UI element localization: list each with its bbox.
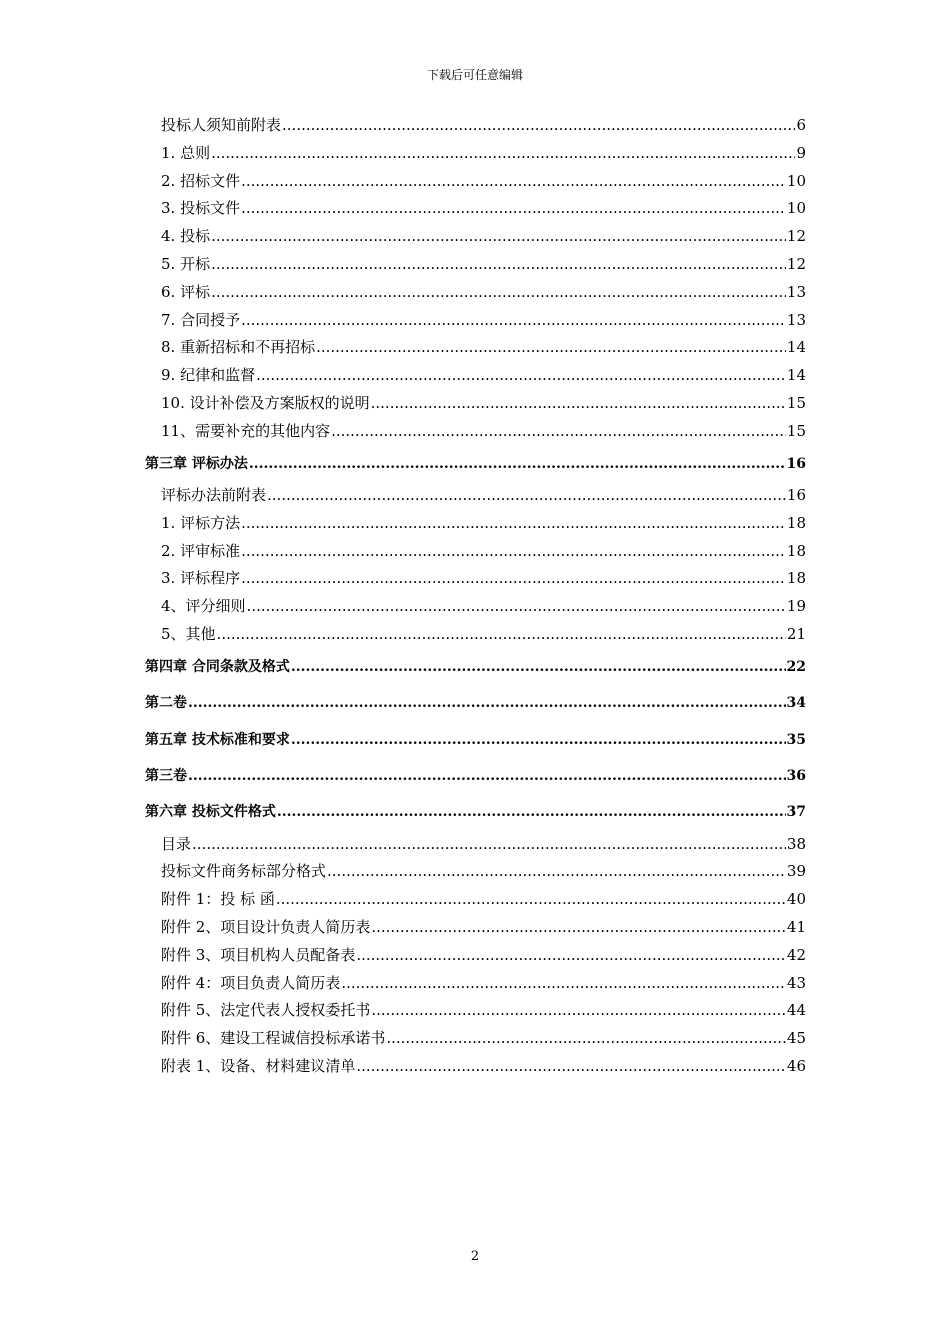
toc-chapter-entry[interactable]: [145, 649, 806, 685]
toc-entry[interactable]: [145, 195, 806, 223]
toc-entry-page: 42: [786, 945, 806, 964]
toc-entry-title: 投标文件商务标部分格式: [161, 862, 327, 881]
toc-entry-title: 附件 4：项目负责人简历表: [161, 973, 341, 992]
toc-entry-title: 10. 设计补偿及方案版权的说明: [161, 393, 370, 412]
toc-entry[interactable]: [145, 334, 806, 362]
toc-entry-title: 4. 投标: [161, 227, 211, 246]
dot-leader: [277, 794, 786, 830]
toc-entry-title: 6. 评标: [161, 282, 211, 301]
toc-entry-page: 16: [786, 455, 806, 472]
toc-entry[interactable]: [145, 482, 806, 510]
dot-leader: [291, 649, 786, 685]
toc-entry-page: 14: [786, 366, 806, 385]
page-header: 下载后可任意编辑: [426, 68, 523, 82]
toc-entry-title: 3. 投标文件: [161, 199, 241, 218]
dot-leader: [356, 1053, 786, 1081]
toc-chapter-entry[interactable]: [145, 794, 806, 830]
dot-leader: [341, 970, 786, 998]
toc-entry-page: 18: [786, 541, 806, 560]
toc-entry[interactable]: [145, 362, 806, 390]
toc-entry-page: 44: [786, 1001, 806, 1020]
toc-entry-title: 1. 评标方法: [161, 513, 241, 532]
toc-entry[interactable]: [145, 140, 806, 168]
toc-entry-page: 41: [786, 918, 806, 937]
dot-leader: [241, 510, 786, 538]
toc-entry-page: 12: [786, 227, 806, 246]
dot-leader: [276, 886, 786, 914]
table-of-contents: [145, 112, 806, 1081]
toc-entry-title: 第六章 投标文件格式: [145, 804, 276, 821]
toc-entry[interactable]: [145, 1053, 806, 1081]
toc-entry-title: 11、需要补充的其他内容: [161, 421, 331, 440]
toc-entry-page: 36: [786, 767, 806, 784]
toc-entry-page: 40: [786, 890, 806, 909]
toc-entry-title: 5. 开标: [161, 254, 211, 273]
toc-entry-title: 3. 评标程序: [161, 569, 241, 588]
toc-entry-page: 19: [786, 597, 806, 616]
toc-entry[interactable]: [145, 112, 806, 140]
toc-entry-page: 18: [786, 569, 806, 588]
toc-chapter-entry[interactable]: [145, 685, 806, 721]
toc-entry-title: 2. 招标文件: [161, 171, 241, 190]
toc-entry[interactable]: [145, 390, 806, 418]
toc-entry-title: 附件 6、建设工程诚信投标承诺书: [161, 1029, 386, 1048]
toc-entry-page: 43: [786, 973, 806, 992]
dot-leader: [371, 997, 786, 1025]
dot-leader: [291, 722, 786, 758]
toc-entry[interactable]: [145, 251, 806, 279]
dot-leader: [256, 362, 786, 390]
dot-leader: [386, 1025, 786, 1053]
dot-leader: [356, 942, 786, 970]
toc-entry-title: 7. 合同授予: [161, 310, 241, 329]
toc-entry[interactable]: [145, 621, 806, 649]
toc-entry-title: 投标人须知前附表: [161, 116, 282, 134]
dot-leader: [211, 223, 786, 251]
dot-leader: [211, 140, 795, 168]
toc-entry-title: 附表 1、设备、材料建议清单: [161, 1057, 356, 1076]
dot-leader: [188, 685, 786, 721]
dot-leader: [241, 565, 786, 593]
dot-leader: [211, 279, 786, 307]
toc-entry-title: 2. 评审标准: [161, 541, 241, 560]
toc-entry-page: 39: [786, 862, 806, 881]
toc-entry-page: 6: [796, 116, 806, 134]
toc-entry[interactable]: [145, 997, 806, 1025]
toc-entry-title: 目录: [161, 834, 192, 853]
dot-leader: [192, 831, 786, 859]
toc-entry-page: 34: [786, 695, 806, 712]
dot-leader: [316, 334, 786, 362]
dot-leader: [249, 446, 786, 482]
toc-entry-title: 第五章 技术标准和要求: [145, 731, 290, 748]
toc-entry-title: 附件 5、法定代表人授权委托书: [161, 1001, 371, 1020]
toc-entry-page: 37: [786, 804, 806, 821]
toc-entry-title: 第三卷: [145, 767, 187, 784]
toc-entry-title: 5、其他: [161, 624, 216, 643]
toc-entry[interactable]: [145, 886, 806, 914]
toc-entry-page: 14: [786, 338, 806, 357]
toc-entry-page: 13: [786, 282, 806, 301]
dot-leader: [217, 621, 786, 649]
toc-entry-title: 4、评分细则: [161, 597, 246, 616]
toc-chapter-entry[interactable]: [145, 722, 806, 758]
dot-leader: [247, 593, 786, 621]
toc-chapter-entry[interactable]: [145, 446, 806, 482]
toc-entry[interactable]: [145, 223, 806, 251]
toc-entry-page: 10: [786, 199, 806, 218]
toc-entry-title: 1. 总则: [161, 143, 211, 162]
toc-entry-page: 13: [786, 310, 806, 329]
toc-entry-title: 9. 纪律和监督: [161, 366, 256, 385]
toc-entry-title: 第三章 评标办法: [145, 455, 248, 472]
toc-entry-title: 附件 2、项目设计负责人简历表: [161, 918, 371, 937]
toc-entry[interactable]: [145, 858, 806, 886]
toc-entry[interactable]: [145, 418, 806, 446]
toc-entry[interactable]: [145, 168, 806, 196]
toc-entry[interactable]: [145, 914, 806, 942]
toc-entry-page: 15: [786, 393, 806, 412]
toc-entry[interactable]: [145, 593, 806, 621]
toc-entry-title: 附件 3、项目机构人员配备表: [161, 945, 356, 964]
toc-entry-title: 评标办法前附表: [161, 485, 267, 504]
dot-leader: [241, 168, 786, 196]
toc-entry-page: 22: [786, 658, 806, 675]
dot-leader: [327, 858, 786, 886]
toc-entry-page: 12: [786, 254, 806, 273]
toc-entry[interactable]: [145, 510, 806, 538]
toc-entry-title: 第二卷: [145, 695, 187, 712]
dot-leader: [267, 482, 786, 510]
toc-entry-page: 15: [786, 421, 806, 440]
page-number: 2: [470, 1249, 480, 1264]
toc-entry[interactable]: [145, 307, 806, 335]
toc-entry-page: 18: [786, 513, 806, 532]
toc-entry[interactable]: [145, 565, 806, 593]
toc-entry-page: 10: [786, 171, 806, 190]
toc-entry-title: 附件 1：投 标 函: [161, 890, 275, 909]
toc-entry[interactable]: [145, 538, 806, 566]
dot-leader: [371, 914, 786, 942]
toc-entry-page: 46: [786, 1057, 806, 1076]
dot-leader: [211, 251, 786, 279]
toc-entry[interactable]: [145, 970, 806, 998]
toc-entry[interactable]: [145, 942, 806, 970]
toc-entry[interactable]: [145, 1025, 806, 1053]
toc-entry-page: 9: [796, 143, 806, 162]
dot-leader: [241, 538, 786, 566]
toc-entry-page: 38: [786, 834, 806, 853]
dot-leader: [331, 418, 786, 446]
toc-entry-page: 16: [786, 485, 806, 504]
toc-chapter-entry[interactable]: [145, 758, 806, 794]
toc-entry-page: 35: [786, 731, 806, 748]
toc-entry-page: 21: [786, 624, 806, 643]
toc-entry-title: 8. 重新招标和不再招标: [161, 338, 316, 357]
toc-entry-title: 第四章 合同条款及格式: [145, 658, 290, 675]
toc-entry[interactable]: [145, 279, 806, 307]
dot-leader: [371, 390, 786, 418]
dot-leader: [188, 758, 786, 794]
dot-leader: [241, 195, 786, 223]
toc-entry[interactable]: [145, 831, 806, 859]
toc-entry-page: 45: [786, 1029, 806, 1048]
dot-leader: [241, 307, 786, 335]
dot-leader: [282, 112, 795, 140]
